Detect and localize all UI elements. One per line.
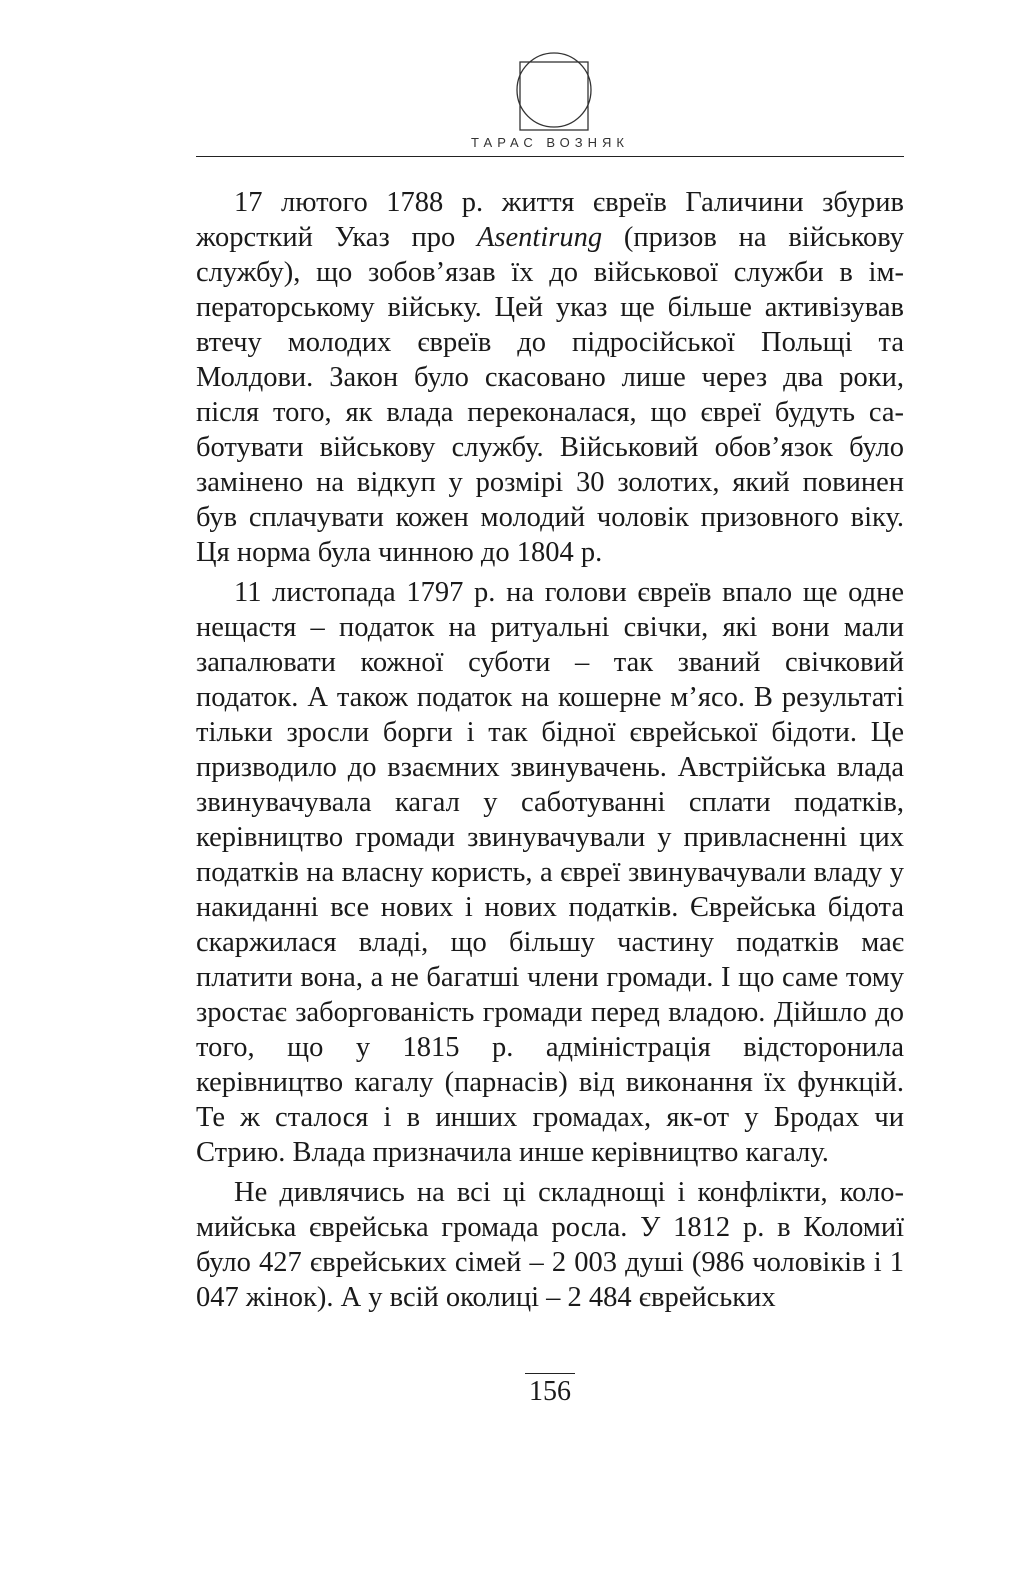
italic-term: Asentirung [477, 222, 603, 253]
header-divider [196, 156, 904, 157]
main-text [196, 185, 904, 1315]
paragraph-1 [196, 185, 904, 570]
running-head: ТАРАС ВОЗНЯК [471, 135, 629, 150]
circle-square-emblem-icon [509, 44, 599, 134]
page-number-value: 156 [525, 1373, 575, 1408]
page-number [196, 1373, 904, 1408]
paragraph-1-start: 17 лютого 1788 р. життя євреїв Галичини збурив жорсткий Указ про [196, 187, 904, 253]
paragraph-3: Не дивлячись на всі ці складнощі і конфлікти, коломийська єврейська громада росла. У 1812 р. в Коломиї було 427 єврейських сімей – 2 003 душі (986 чоловіків і 1 047 жінок). А у всій околиці – 2 484 єврейських [196, 1177, 904, 1313]
paragraph-2: 11 листопада 1797 р. на голови євреїв впало ще одне нещастя – податок на ритуальні свічки, які вони мали запалювати кожної суботи – так званий свічковий податок. А також податок на кошерне м’ясо. В результаті тільки зросли борги і так бідної єврейської бідоти. Це призводило до взаємних звинувачень. Австрійська влада звинувачувала кагал у саботуванні сплати податків, керівництво громади звинувачували у привласненні цих податків на власну користь, а євреї звинувачували владу у накиданні все нових і нових податків. Єврейська бідота скаржилася владі, що більшу частину податків має платити вона, а не багатші члени громади. І що саме тому зростає заборгованість громади перед владою. Дійшло до того, що у 1815 р. адміністрація відсторонила керівництво кагалу (парнасів) від виконання їх функцій. Те ж сталося і в инших громадах, як-от у Бродах чи Стрию. Влада призначила инше керівництво кагалу. [196, 577, 904, 1168]
paragraph-1-end: (призов на військову службу), що зобов’язав їх до військової служби в імператорському війську. Цей указ ще більше активізував втечу молодих євреїв до підросійської Польщі та Молдови. Закон було скасовано лише через два роки, після того, як влада переконалася, що євреї будуть саботувати військову службу. Військовий обов’язок було замінено на відкуп у розмірі 30 золотих, який повинен був сплачувати кожен молодий чоловік призовного віку. Ця норма була чинною до 1804 р. [196, 222, 904, 568]
